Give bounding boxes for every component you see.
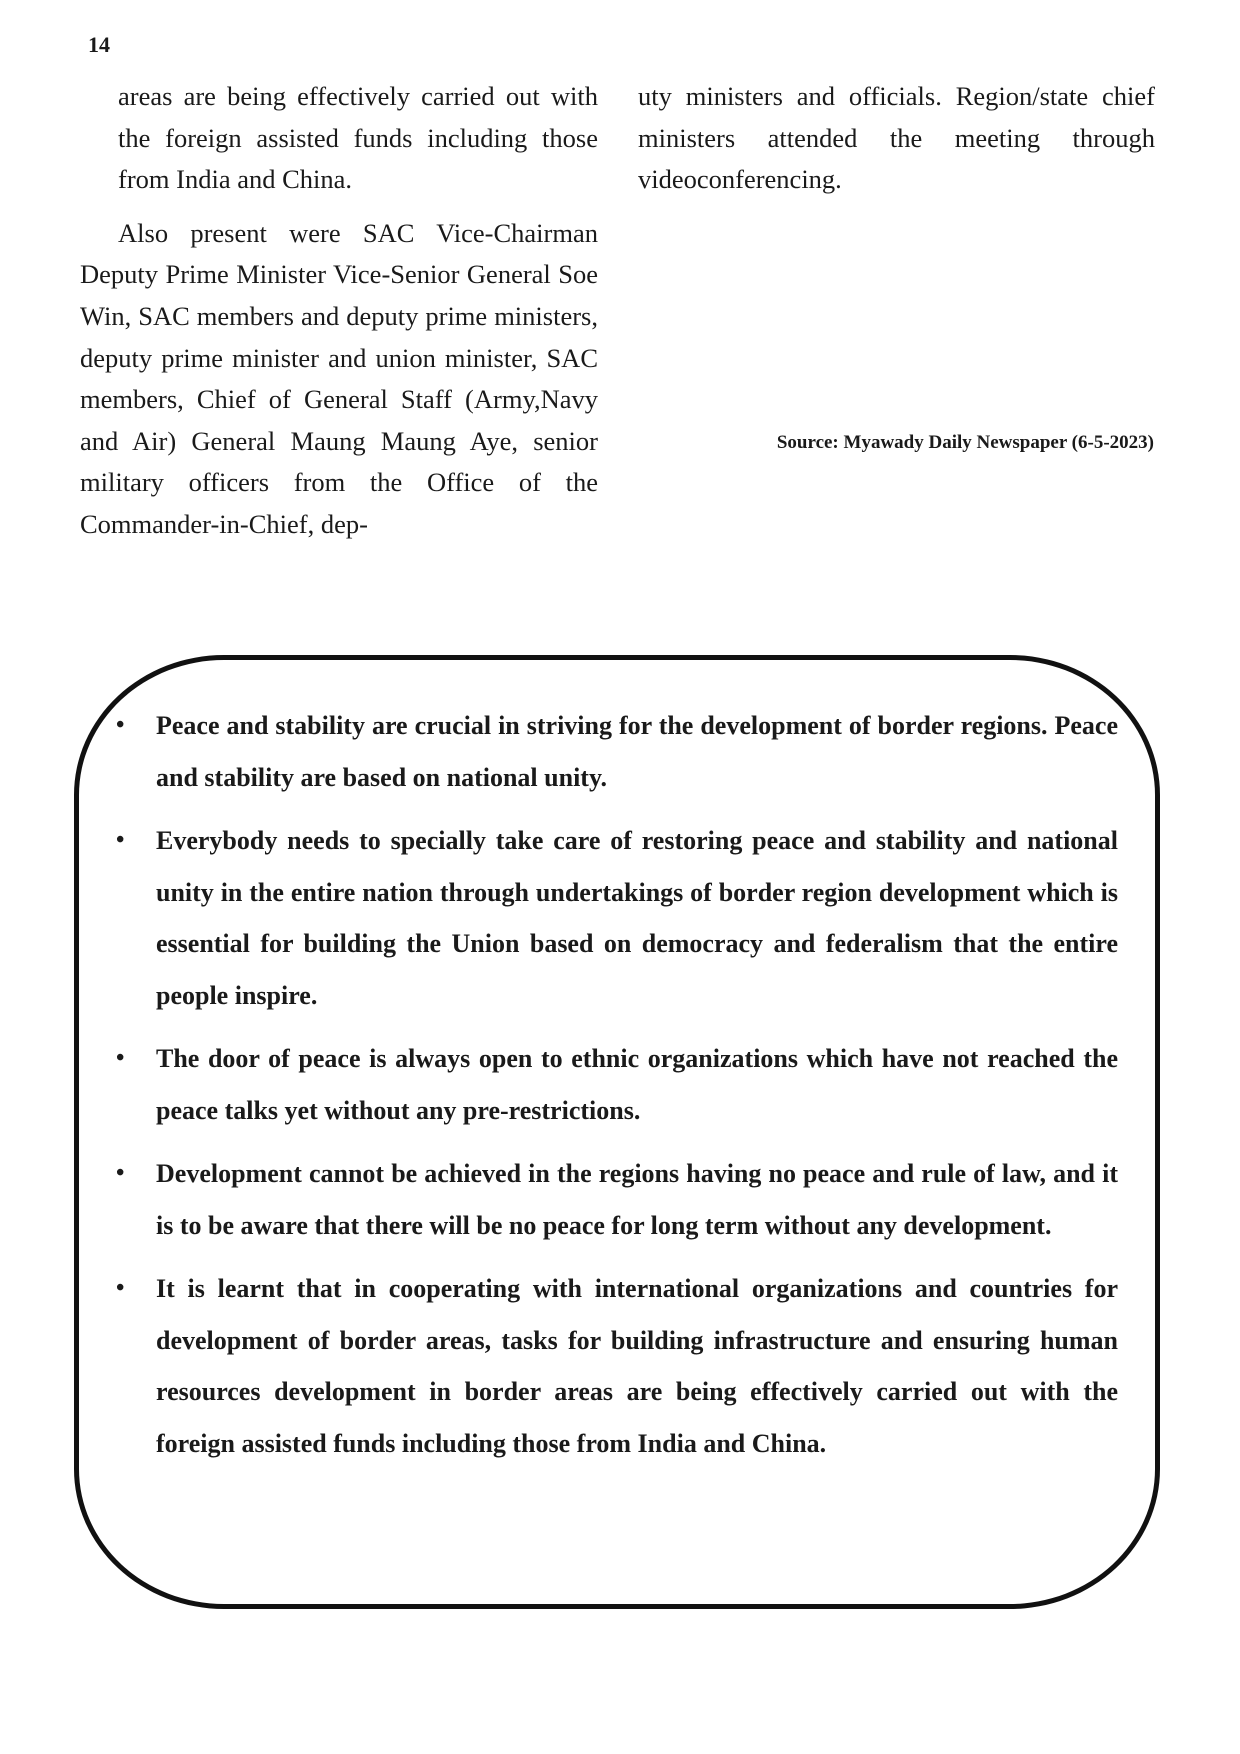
left-paragraph-continuation: areas are being effectively carried out with the foreign assisted funds including those from India and China.: [118, 81, 598, 195]
key-point-text: Peace and stability are crucial in striving for the development of border regions. Peace and stability are based on national unity.: [156, 711, 1118, 792]
key-point-item: [112, 700, 1118, 803]
key-point-text: Development cannot be achieved in the regions having no peace and rule of law, and it is to be aware that there will be no peace for long term without any development.: [156, 1159, 1118, 1240]
key-point-text: The door of peace is always open to ethnic organizations which have not reached the peace talks yet without any pre-restrictions.: [156, 1044, 1118, 1125]
key-point-item: [112, 1148, 1118, 1251]
page-number: 14: [88, 32, 110, 57]
key-point-text: Everybody needs to specially take care of restoring peace and stability and national unity in the entire nation through undertakings of border region development which is essential for building the Union based on democracy and federalism that the entire people inspire.: [156, 826, 1118, 1010]
key-point-item: [112, 815, 1118, 1021]
bullet-icon: •: [116, 1045, 125, 1071]
key-point-item: [112, 1263, 1118, 1469]
right-paragraph-continuation: uty ministers and officials. Region/state chief ministers attended the meeting through videoconferencing.: [638, 81, 1155, 195]
bullet-icon: •: [116, 712, 125, 738]
bullet-icon: •: [116, 1160, 125, 1186]
right-text-column: [638, 76, 1155, 213]
left-paragraph-attendees: Also present were SAC Vice-Chairman Deputy Prime Minister Vice-Senior General Soe Win, SAC members and deputy prime ministers, deputy prime minister and union minister, SAC members, Chief of General Staff (Army,Navy and Air) General Maung Maung Aye, senior military officers from the Office of the Commander-in-Chief, dep-: [80, 217, 598, 539]
key-point-item: [112, 1033, 1118, 1136]
bullet-icon: •: [116, 1275, 125, 1301]
left-text-column: [80, 76, 598, 558]
key-point-text: It is learnt that in cooperating with international organizations and countries for development of border areas, tasks for building infrastructure and ensuring human resources development in border areas are being effectively carried out with the foreign assisted funds including those from India and China.: [156, 1274, 1118, 1458]
key-points-list: [112, 700, 1118, 1481]
bullet-icon: •: [116, 827, 125, 853]
source-citation: Source: Myawady Daily Newspaper (6-5-2023): [776, 432, 1154, 453]
